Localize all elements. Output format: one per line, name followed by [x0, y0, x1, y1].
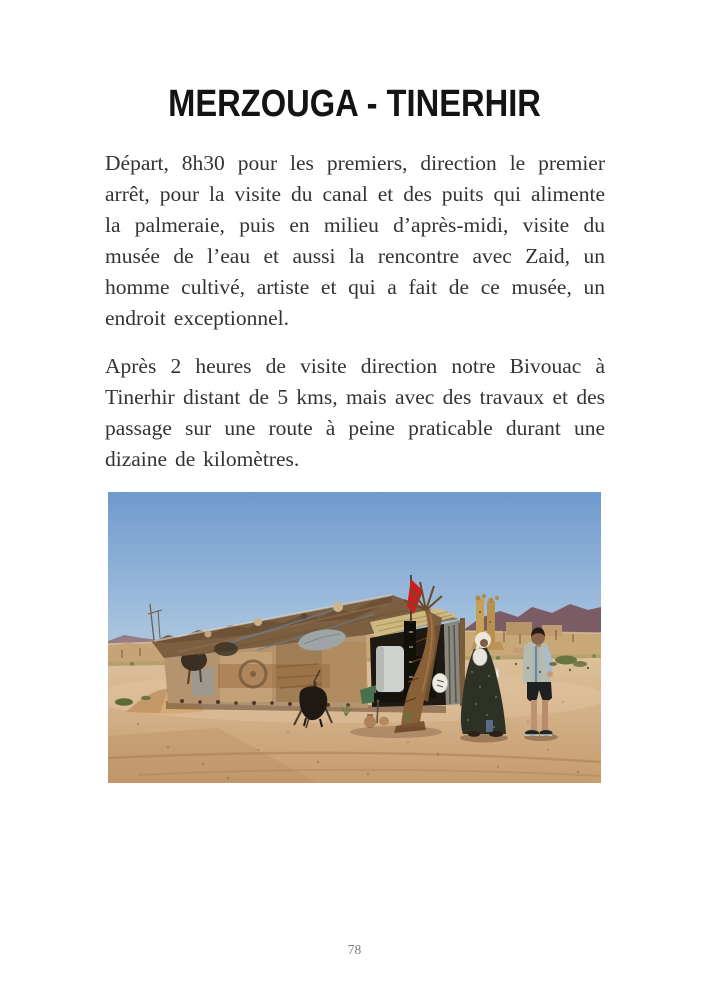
page-number: 78: [347, 942, 362, 957]
paragraph-2: Après 2 heures de visite direction notre Bivouac à Tinerhir distant de 5 kms, mais avec des travaux et des passage sur une route à peine praticable durant une dizaine de kilomètres.: [105, 354, 605, 471]
body-text: [105, 148, 605, 475]
travel-photo: [108, 492, 601, 783]
ground-shadow: [350, 726, 442, 738]
page-title: MERZOUGA - TINERHIR: [168, 83, 541, 125]
paragraph-1: Départ, 8h30 pour les premiers, direction le premier arrêt, pour la visite du canal et des puits qui alimente la palmeraie, puis en milieu d’après-midi, visite du musée de l’eau et aussi la rencontre avec Zaid, un homme cultivé, artiste et qui a fait de ce musée, un endroit exceptionnel.: [105, 151, 605, 330]
plastic-bag: [433, 674, 448, 693]
